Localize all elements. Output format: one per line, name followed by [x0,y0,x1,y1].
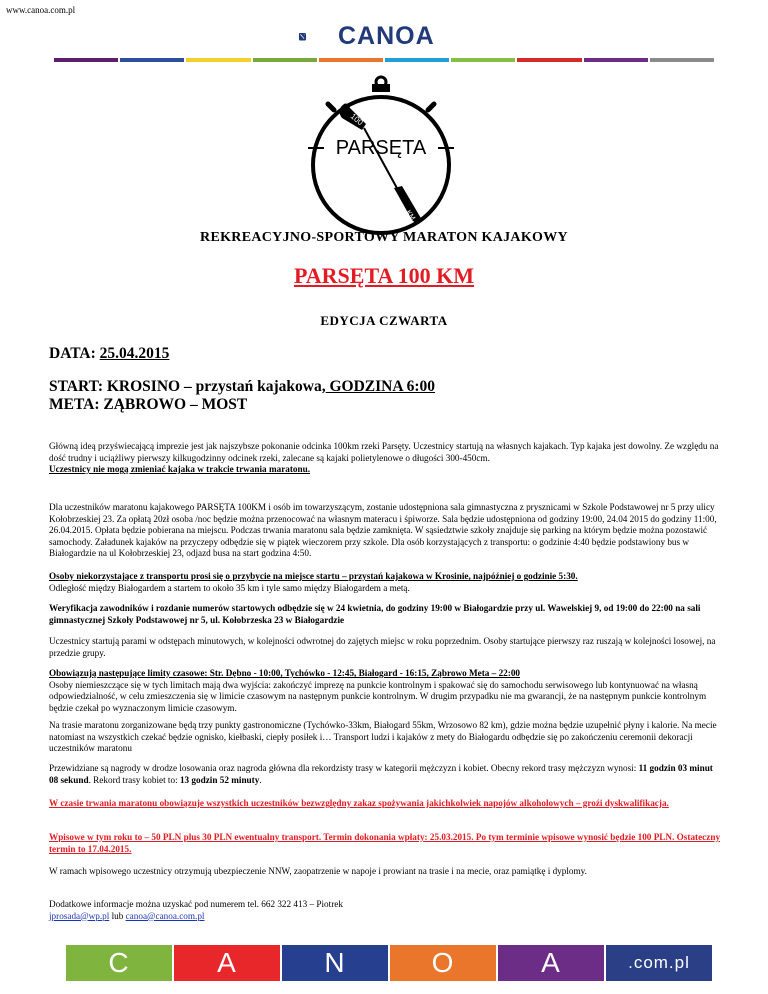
color-stripe-segment [385,58,449,62]
emblem-center-text: PARSĘTA [335,137,427,159]
transport-paragraph: Osoby niekorzystające z transportu prosi się o przybycie na miejsce startu – przystań kajakowa w Krosinie, najpóźniej o godzinie 5:30. Odległość między Białogardem a startem to około 35 km i tyle samo między Białogardem a metą. [49,571,578,593]
footer-tile: C [66,945,172,981]
color-stripe-segment [186,58,250,62]
record-men: 11 godzin 03 minut 08 sekund [49,763,713,785]
site-url: www.canoa.com.pl [6,5,76,15]
intro-paragraph: Główną ideą przyświecającą imprezie jest jak najszybsze pokonanie odcinka 100km rzeki Parsęty. Uczestnicy startują na własnych kajakach. Typ kajaka jest dowolny. Ze względu na dość trudny i uciążliwy pierwszy kilkugodzinny odcinek rzeki, zalecane są kajaki polietylenowe o długości 300-450cm. Uczestnicy nie mogą zmieniać kajaka w trakcie trwania maratonu. [49,441,719,475]
kayak-rule-note: Uczestnicy nie mogą zmieniać kajaka w trakcie trwania maratonu. [49,464,311,475]
email-link-jprosada[interactable]: jprosada@wp.pl [49,910,110,921]
footer-tile: O [390,945,496,981]
canoa-logo [298,20,338,54]
edition: EDYCJA CZWARTA [320,313,448,328]
accommodation-paragraph: Dla uczestników maratonu kajakowego PARSĘTA 100KM i osób im towarzyszącym, zostanie udostępniona sala gimnastyczna z prysznicami w Szkole Podstawowej nr 5 przy ulicy Kołobrzeskiej 23. Za opłatą 20zł osoba /noc będzie można przenocować na własnym materacu i śpiworze. Sala będzie udostępniona od godziny 19:00, 24.04 2015 do godziny 11:00, 26.04.2015. Opłata będzie pobierana na miejscu. Podczas trwania maratonu sala będzie zamknięta. W sąsiedztwie szkoły znajduje się parking na którym będzie można pozostawić samochody. Załadunek kajaków na przyczepy odbędzie się w piątek wieczorem przy szkole. Dla osób korzystających z transportu: o godzinie 4:40 będzie podstawiony bus w Białogardzie na ul Kołobrzeskiej 23, odjazd busa na start godzina 4:50. [49,502,717,559]
record-women: 13 godzin 52 minuty [179,774,260,785]
footer-tile: N [282,945,388,981]
event-subtitle: REKREACYJNO-SPORTOWY MARATON KAJAKOWY [200,230,568,245]
color-stripe-segment [253,58,317,62]
color-stripe-segment [54,58,118,62]
alcohol-warning: W czasie trwania maratonu obowiązuje wszystkich uczestników bezwzględny zakaz spożywania jakichkolwiek napojów alkoholowych – groźi dyskwalifikacja. [49,798,669,808]
fee-paragraph: Wpisowe w tym roku to – 50 PLN plus 30 PLN ewentualny transport. Termin dokonania wpłaty: 25.03.2015. Po tym terminie wpisowe wynosić będzie 100 PLN. Ostateczny termin to 17.04.2015. [49,832,721,854]
email-link-canoa[interactable]: canoa@canoa.com.pl [125,910,205,921]
verification-paragraph: Weryfikacja zawodników i rozdanie numerów startowych odbędzie się w 24 kwietnia, do godziny 19:00 w Białogardzie przy ul. Wawelskiej 9, od 19:00 do 22:00 na sali gimnastycznej Szkoły Podstawowej nr 5, ul. Kołobrzeska 23 w Białogardzie [49,603,701,625]
start-order-paragraph: Uczestnicy startują parami w odstępach minutowych, w kolejności odwrotnej do zajętych miejsc w roku poprzednim. Osoby startujące pierwszy raz ruszają w kolejności losowej, na przedzie grupy. [49,636,716,658]
emblem-top-text: 100 [348,111,365,128]
color-stripe-segment [120,58,184,62]
color-stripe-segment [451,58,515,62]
start-line: START: KROSINO – przystań kajakowa, GODZINA 6:00 [49,378,435,395]
color-stripe-segment [517,58,581,62]
color-stripe-segment [319,58,383,62]
parseta-emblem [304,70,458,236]
footer-tile: .com.pl [606,945,712,981]
start-time: GODZINA 6:00 [325,378,435,395]
color-stripe-segment [650,58,714,62]
insurance-paragraph: W ramach wpisowego uczestnicy otrzymują ubezpieczenie NNW, zaopatrzenie w napoje i prowiant na trasie i na mecie, oraz pamiątkę i dyplomy. [49,866,587,876]
event-title: PARSĘTA 100 KM [293,263,475,288]
time-limits-paragraph: Obowiązują następujące limity czasowe: Str. Dębno - 10:00, Tychówko - 12:45, Białogard - 16:15, Ząbrowo Meta – 22:00 Osoby niemieszczące się w tych limitach mają dwa wyjścia: zakończyć imprezę na punkcie kontrolnym i spakować się do samochodu serwisowego lub kontynuować na własną odpowiedzialność, w celu zmieszczenia się w limicie czasowym na następnym punkcie kontrolnym. W drugim przypadku nie ma gwarancji, że na następnym punkcie kontrolnym będzie czekał po wyznaczonym limicie czasowym. [49,668,707,713]
logo-text: CANOA [338,22,435,50]
transport-heading: Osoby niekorzystające z transportu prosi się o przybycie na miejsce startu – przystań kajakowa w Krosinie, najpóźniej o godzinie 5:30. [49,571,578,581]
date-value: 25.04.2015 [99,345,170,362]
footer-brand-bar [66,945,712,981]
date-line: DATA: 25.04.2015 [49,345,170,362]
emblem-bottom-text: KM [404,209,417,222]
prizes-paragraph: Przewidziane są nagrody w drodze losowania oraz nagroda główna dla rekordzisty trasy w kategorii mężczyzn i kobiet. Obecny rekord trasy mężczyzn wynosi: 11 godzin 03 minut 08 sekund. Rekord trasy kobiet to: 13 godzin 52 minuty. [49,763,713,785]
time-limits-heading: Obowiązują następujące limity czasowe: Str. Dębno - 10:00, Tychówko - 12:45, Białogard - 16:15, Ząbrowo Meta – 22:00 [49,668,521,678]
color-stripe-segment [584,58,648,62]
contact-paragraph: Dodatkowe informacje można uzyskać pod numerem tel. 662 322 413 – Piotrek jprosada@wp.pl lub canoa@canoa.com.pl [49,899,343,921]
footer-tile: A [174,945,280,981]
footer-tile: A [498,945,604,981]
catering-paragraph: Na trasie maratonu zorganizowane będą trzy punkty gastronomiczne (Tychówko-33km, Białogard 55km, Wrzosowo 82 km), gdzie można będzie uzupełnić płyny i kalorie. Na mecie natomiast na wszystkich czekać będzie ognisko, kiełbaski, ciepły posiłek i… Transport ludzi i kajaków z mety do Białogardu odbędzie się po zakończeniu ceremonii dekoracji uczestników maratonu [49,720,717,754]
finish-line: META: ZĄBROWO – MOST [49,396,248,413]
